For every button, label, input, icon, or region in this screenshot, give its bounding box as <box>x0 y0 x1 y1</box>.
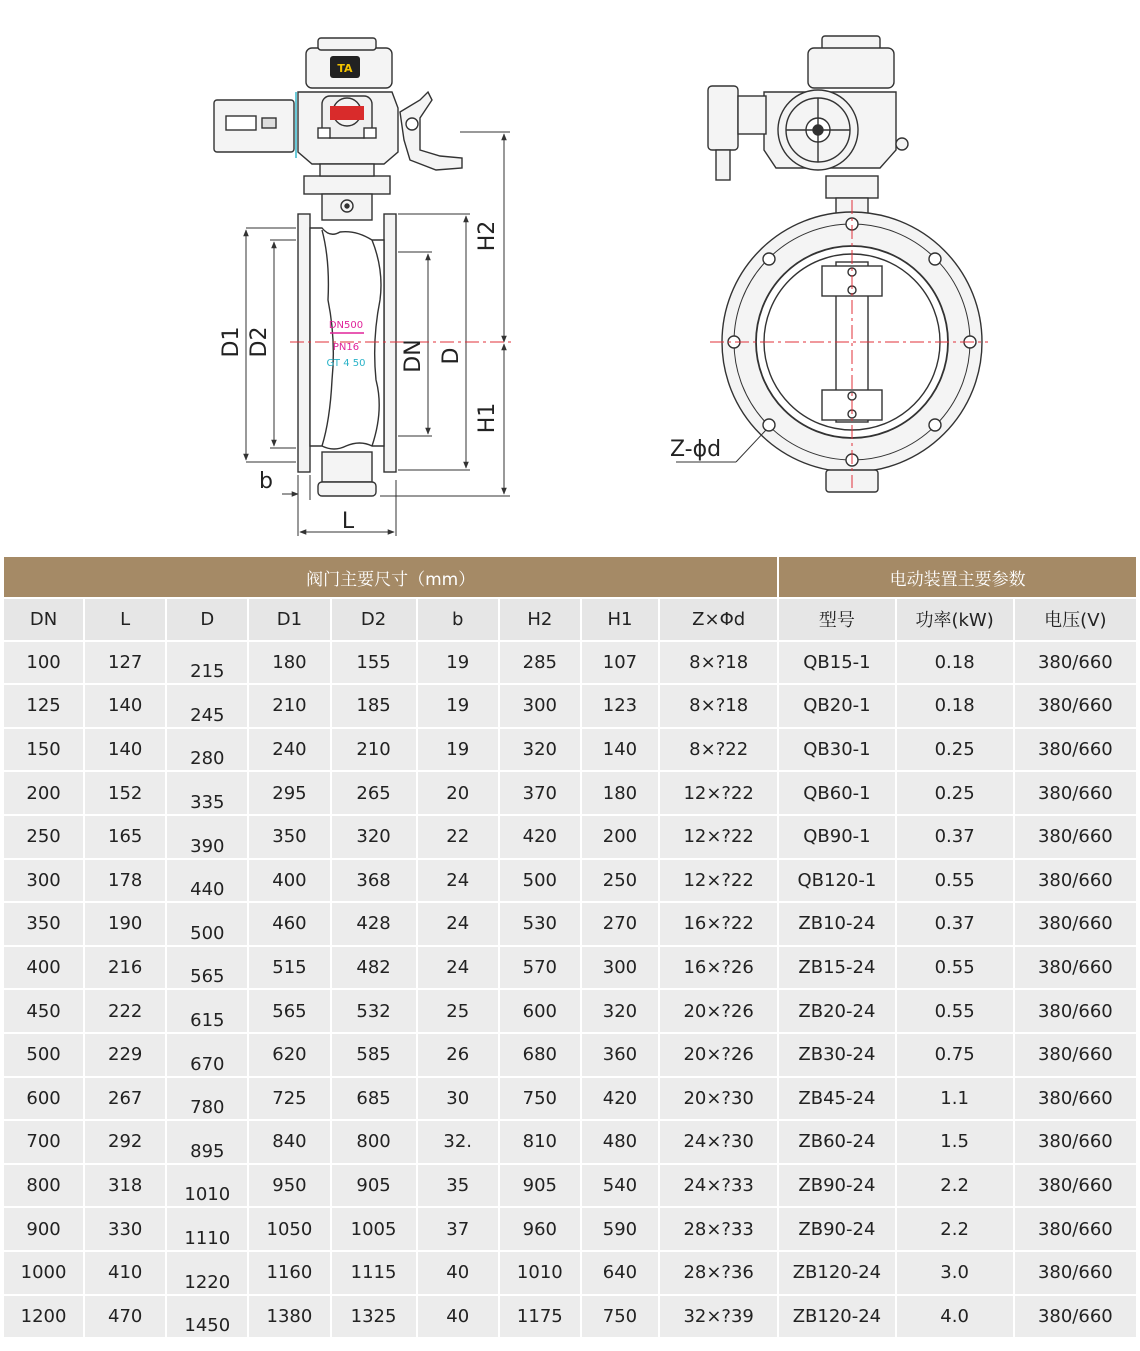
table-cell: 370 <box>500 772 580 814</box>
table-cell: 450 <box>4 990 83 1032</box>
table-cell: 1115 <box>332 1252 416 1294</box>
table-cell: 250 <box>4 816 83 858</box>
table-cell: 1200 <box>4 1296 83 1338</box>
table-cell: 178 <box>85 860 165 902</box>
table-cell: 540 <box>582 1165 658 1207</box>
table-cell: 500 <box>500 860 580 902</box>
table-cell: 0.37 <box>897 903 1013 945</box>
left-flange <box>298 214 310 472</box>
table-cell: 380/660 <box>1015 1252 1136 1294</box>
table-cell: 0.55 <box>897 990 1013 1032</box>
table-cell: 350 <box>4 903 83 945</box>
table-cell: 800 <box>332 1121 416 1163</box>
table-cell: 165 <box>85 816 165 858</box>
table-row <box>4 860 1136 902</box>
table-cell: 380/660 <box>1015 729 1136 771</box>
table-cell: 300 <box>500 685 580 727</box>
table-cell: 4.0 <box>897 1296 1013 1338</box>
table-cell: 28×?36 <box>660 1252 777 1294</box>
table-cell: 440 <box>167 860 247 902</box>
table-cell: 1175 <box>500 1296 580 1338</box>
table-cell: 0.18 <box>897 642 1013 684</box>
table-cell: 155 <box>332 642 416 684</box>
table-cell: 229 <box>85 1034 165 1076</box>
table-cell: 24 <box>418 947 498 989</box>
table-cell: 210 <box>332 729 416 771</box>
table-cell: 400 <box>4 947 83 989</box>
table-cell: 40 <box>418 1252 498 1294</box>
body-mark-pressure: PN16 <box>332 342 360 353</box>
side-actuator-cover <box>808 48 894 88</box>
dimension-label-b: b <box>259 469 273 494</box>
table-cell: 2.2 <box>897 1208 1013 1250</box>
table-cell: 700 <box>4 1121 83 1163</box>
table-cell: 1325 <box>332 1296 416 1338</box>
column-header: DN <box>4 599 83 640</box>
table-cell: 28×?33 <box>660 1208 777 1250</box>
table-cell: 590 <box>582 1208 658 1250</box>
table-cell: 750 <box>582 1296 658 1338</box>
column-header: L <box>85 599 165 640</box>
table-cell: 380/660 <box>1015 642 1136 684</box>
table-row <box>4 1121 1136 1163</box>
table-cell: 8×?18 <box>660 642 777 684</box>
table-cell: 200 <box>582 816 658 858</box>
table-cell: 2.2 <box>897 1165 1013 1207</box>
table-cell: 390 <box>167 816 247 858</box>
table-cell: 0.55 <box>897 947 1013 989</box>
table-cell: 8×?22 <box>660 729 777 771</box>
table-cell: 565 <box>167 947 247 989</box>
column-header: H1 <box>582 599 658 640</box>
actuator-parameters-header: 电动装置主要参数 <box>779 557 1136 597</box>
table-cell: 350 <box>249 816 329 858</box>
table-cell: 20×?26 <box>660 1034 777 1076</box>
column-header: D <box>167 599 247 640</box>
front-view <box>214 38 514 536</box>
dimension-label-l: L <box>341 509 355 534</box>
table-cell: 125 <box>4 685 83 727</box>
table-cell: 37 <box>418 1208 498 1250</box>
column-header: 电压(V) <box>1015 599 1136 640</box>
table-cell: 22 <box>418 816 498 858</box>
table-cell: 640 <box>582 1252 658 1294</box>
table-cell: 900 <box>4 1208 83 1250</box>
table-cell: ZB60-24 <box>779 1121 894 1163</box>
table-cell: 380/660 <box>1015 1121 1136 1163</box>
table-cell: 26 <box>418 1034 498 1076</box>
table-cell: QB60-1 <box>779 772 894 814</box>
table-cell: 280 <box>167 729 247 771</box>
table-cell: 16×?22 <box>660 903 777 945</box>
table-cell: 300 <box>4 860 83 902</box>
table-cell: ZB30-24 <box>779 1034 894 1076</box>
table-cell: QB30-1 <box>779 729 894 771</box>
table-cell: 1.5 <box>897 1121 1013 1163</box>
table-cell: 20×?26 <box>660 990 777 1032</box>
table-cell: QB120-1 <box>779 860 894 902</box>
table-cell: 1450 <box>167 1296 247 1338</box>
table-cell: 12×?22 <box>660 816 777 858</box>
table-cell: 24 <box>418 860 498 902</box>
table-cell: 215 <box>167 642 247 684</box>
table-cell: 380/660 <box>1015 1034 1136 1076</box>
table-cell: 480 <box>582 1121 658 1163</box>
table-cell: QB20-1 <box>779 685 894 727</box>
table-cell: 810 <box>500 1121 580 1163</box>
table-cell: 380/660 <box>1015 685 1136 727</box>
table-cell: 19 <box>418 729 498 771</box>
table-cell: 265 <box>332 772 416 814</box>
table-cell: 905 <box>332 1165 416 1207</box>
table-cell: 380/660 <box>1015 903 1136 945</box>
table-cell: 123 <box>582 685 658 727</box>
table-cell: 0.18 <box>897 685 1013 727</box>
table-cell: 12×?22 <box>660 860 777 902</box>
svg-text:TA: TA <box>337 62 353 75</box>
table-cell: 300 <box>582 947 658 989</box>
table-cell: 295 <box>249 772 329 814</box>
table-cell: 410 <box>85 1252 165 1294</box>
table-row <box>4 1165 1136 1207</box>
body-mark-size: DN500 <box>328 320 364 331</box>
table-cell: 140 <box>85 729 165 771</box>
table-cell: ZB120-24 <box>779 1296 894 1338</box>
table-cell: 620 <box>249 1034 329 1076</box>
table-cell: QB15-1 <box>779 642 894 684</box>
table-cell: 360 <box>582 1034 658 1076</box>
table-cell: 470 <box>85 1296 165 1338</box>
table-cell: 0.55 <box>897 860 1013 902</box>
table-cell: 500 <box>4 1034 83 1076</box>
table-cell: 216 <box>85 947 165 989</box>
table-cell: 320 <box>332 816 416 858</box>
table-cell: 35 <box>418 1165 498 1207</box>
table-cell: 180 <box>249 642 329 684</box>
table-cell: 515 <box>249 947 329 989</box>
table-cell: 140 <box>582 729 658 771</box>
table-cell: 600 <box>4 1078 83 1120</box>
table-cell: 16×?26 <box>660 947 777 989</box>
table-cell: 20×?30 <box>660 1078 777 1120</box>
table-cell: ZB90-24 <box>779 1165 894 1207</box>
dimension-label-z-phi-d: Z-ϕd <box>670 437 722 462</box>
handwheel-icon <box>400 92 462 170</box>
column-header: 功率(kW) <box>897 599 1013 640</box>
specification-table <box>2 555 1138 1339</box>
table-cell: 725 <box>249 1078 329 1120</box>
column-header: Z×Φd <box>660 599 777 640</box>
table-cell: 190 <box>85 903 165 945</box>
dimension-label-d: D <box>439 347 464 365</box>
table-cell: 1.1 <box>897 1078 1013 1120</box>
table-row <box>4 729 1136 771</box>
side-view <box>676 36 988 492</box>
dimension-label-h2: H2 <box>475 220 500 252</box>
table-cell: 127 <box>85 642 165 684</box>
table-cell: 270 <box>582 903 658 945</box>
table-cell: 780 <box>167 1078 247 1120</box>
table-row <box>4 685 1136 727</box>
table-row <box>4 903 1136 945</box>
table-cell: 24 <box>418 903 498 945</box>
table-cell: 420 <box>582 1078 658 1120</box>
table-cell: 895 <box>167 1121 247 1163</box>
side-motor-housing <box>708 86 738 150</box>
table-cell: 380/660 <box>1015 816 1136 858</box>
table-cell: 210 <box>249 685 329 727</box>
column-header: b <box>418 599 498 640</box>
table-cell: 420 <box>500 816 580 858</box>
table-row <box>4 772 1136 814</box>
table-cell: 25 <box>418 990 498 1032</box>
column-header: D2 <box>332 599 416 640</box>
table-row <box>4 642 1136 684</box>
table-cell: 1010 <box>167 1165 247 1207</box>
table-row <box>4 947 1136 989</box>
table-cell: 318 <box>85 1165 165 1207</box>
table-cell: 368 <box>332 860 416 902</box>
table-cell: 800 <box>4 1165 83 1207</box>
table-cell: 330 <box>85 1208 165 1250</box>
table-cell: ZB120-24 <box>779 1252 894 1294</box>
table-cell: 380/660 <box>1015 1208 1136 1250</box>
column-header: D1 <box>249 599 329 640</box>
column-header: 型号 <box>779 599 894 640</box>
table-cell: 0.75 <box>897 1034 1013 1076</box>
dimension-label-h1: H1 <box>475 402 500 434</box>
table-cell: 530 <box>500 903 580 945</box>
table-cell: 24×?30 <box>660 1121 777 1163</box>
table-cell: 840 <box>249 1121 329 1163</box>
table-cell: 1000 <box>4 1252 83 1294</box>
table-cell: ZB90-24 <box>779 1208 894 1250</box>
table-cell: 532 <box>332 990 416 1032</box>
table-cell: 150 <box>4 729 83 771</box>
table-cell: 267 <box>85 1078 165 1120</box>
table-cell: 32. <box>418 1121 498 1163</box>
table-cell: 140 <box>85 685 165 727</box>
table-cell: 0.25 <box>897 772 1013 814</box>
table-cell: QB90-1 <box>779 816 894 858</box>
table-cell: 1160 <box>249 1252 329 1294</box>
table-cell: 19 <box>418 642 498 684</box>
table-cell: 685 <box>332 1078 416 1120</box>
table-cell: 292 <box>85 1121 165 1163</box>
table-cell: 380/660 <box>1015 1296 1136 1338</box>
table-cell: 245 <box>167 685 247 727</box>
table-cell: 40 <box>418 1296 498 1338</box>
dimension-label-d1: D1 <box>219 326 244 358</box>
table-cell: ZB45-24 <box>779 1078 894 1120</box>
table-cell: ZB10-24 <box>779 903 894 945</box>
table-cell: 585 <box>332 1034 416 1076</box>
table-cell: 0.37 <box>897 816 1013 858</box>
dimension-label-dn: DN <box>401 339 426 373</box>
table-row <box>4 1208 1136 1250</box>
body-mark-note: GT 4 50 <box>326 358 366 369</box>
table-cell: 1380 <box>249 1296 329 1338</box>
table-cell: 1050 <box>249 1208 329 1250</box>
table-row <box>4 1296 1136 1338</box>
table-cell: 152 <box>85 772 165 814</box>
column-header: H2 <box>500 599 580 640</box>
table-cell: 380/660 <box>1015 772 1136 814</box>
table-cell: 24×?33 <box>660 1165 777 1207</box>
dimension-label-d2: D2 <box>247 326 272 358</box>
table-cell: 670 <box>167 1034 247 1076</box>
table-cell: 107 <box>582 642 658 684</box>
table-cell: 0.25 <box>897 729 1013 771</box>
table-cell: 1005 <box>332 1208 416 1250</box>
table-cell: 460 <box>249 903 329 945</box>
table-row <box>4 816 1136 858</box>
table-cell: 20 <box>418 772 498 814</box>
table-cell: 12×?22 <box>660 772 777 814</box>
table-cell: 400 <box>249 860 329 902</box>
table-cell: 482 <box>332 947 416 989</box>
table-cell: 1110 <box>167 1208 247 1250</box>
table-cell: 222 <box>85 990 165 1032</box>
table-cell: ZB15-24 <box>779 947 894 989</box>
table-cell: 950 <box>249 1165 329 1207</box>
table-row <box>4 990 1136 1032</box>
table-cell: 240 <box>249 729 329 771</box>
table-cell: 32×?39 <box>660 1296 777 1338</box>
table-cell: ZB20-24 <box>779 990 894 1032</box>
table-cell: 320 <box>582 990 658 1032</box>
table-cell: 320 <box>500 729 580 771</box>
table-cell: 428 <box>332 903 416 945</box>
column-header-row <box>4 599 1136 640</box>
table-cell: 680 <box>500 1034 580 1076</box>
table-cell: 100 <box>4 642 83 684</box>
table-cell: 380/660 <box>1015 860 1136 902</box>
table-cell: 600 <box>500 990 580 1032</box>
table-cell: 335 <box>167 772 247 814</box>
table-cell: 500 <box>167 903 247 945</box>
valve-technical-drawing <box>0 0 1140 552</box>
table-cell: 3.0 <box>897 1252 1013 1294</box>
table-cell: 565 <box>249 990 329 1032</box>
table-cell: 30 <box>418 1078 498 1120</box>
valve-dimensions-header: 阀门主要尺寸（mm） <box>4 557 777 597</box>
table-cell: 8×?18 <box>660 685 777 727</box>
table-cell: 380/660 <box>1015 1078 1136 1120</box>
table-cell: 960 <box>500 1208 580 1250</box>
table-cell: 570 <box>500 947 580 989</box>
right-flange <box>384 214 396 472</box>
table-cell: 1010 <box>500 1252 580 1294</box>
table-cell: 1220 <box>167 1252 247 1294</box>
table-cell: 180 <box>582 772 658 814</box>
table-row <box>4 1034 1136 1076</box>
table-cell: 185 <box>332 685 416 727</box>
table-cell: 380/660 <box>1015 1165 1136 1207</box>
table-cell: 380/660 <box>1015 990 1136 1032</box>
table-cell: 285 <box>500 642 580 684</box>
table-cell: 19 <box>418 685 498 727</box>
table-row <box>4 1078 1136 1120</box>
table-cell: 750 <box>500 1078 580 1120</box>
table-row <box>4 1252 1136 1294</box>
table-cell: 200 <box>4 772 83 814</box>
table-cell: 250 <box>582 860 658 902</box>
table-cell: 905 <box>500 1165 580 1207</box>
table-cell: 615 <box>167 990 247 1032</box>
table-cell: 380/660 <box>1015 947 1136 989</box>
